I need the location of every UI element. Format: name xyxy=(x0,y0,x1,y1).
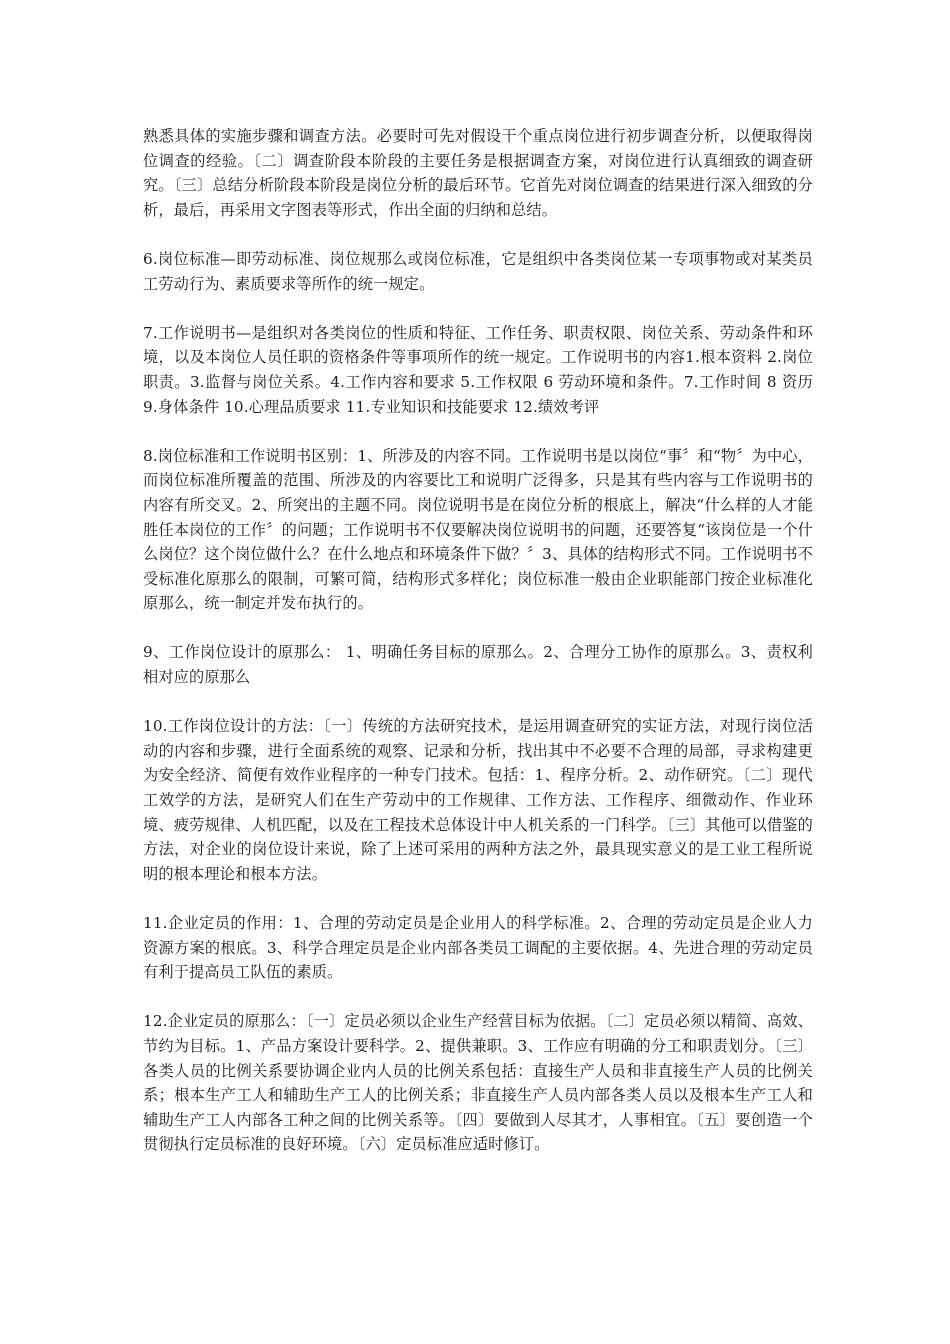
paragraph-difference: 8.岗位标准和工作说明书区别：1、所涉及的内容不同。工作说明书是以岗位“事〞和“物〞为中心，而岗位标准所覆盖的范围、所涉及的内容要比工和说明广泛得多，只是其有些内容与工作说明书的内容有所交叉。2、所突出的主题不同。岗位说明书是在岗位分析的根底上，解决“什么样的人才能胜任本岗位的工作〞的问题；工作说明书不仅要解决岗位说明书的问题，还要答复“该岗位是一个什么岗位？这个岗位做什么？在什么地点和环境条件下做？〞3、具体的结构形式不同。工作说明书不受标准化原那么的限制，可繁可简，结构形式多样化；岗位标准一般由企业职能部门按企业标准化原那么，统一制定并发布执行的。 xyxy=(143,446,813,613)
paragraph-staffing-principles: 12.企业定员的原那么：〔一〕定员必须以企业生产经营目标为依据。〔二〕定员必须以精简、高效、节约为目标。1、产品方案设计要科学。2、提供兼职。3、工作应有明确的分工和职责划分。〔三〕各类人员的比例关系要协调企业内人员的比例关系包括：直接生产人员和非直接生产人员的比例关系；根本生产工人和辅助生产工人的比例关系；非直接生产人员内部各类人员以及根本生产工人和辅助生产工人内部各工种之间的比例关系等。〔四〕要做到人尽其才，人事相宜。〔五〕要创造一个贯彻执行定员标准的良好环境。〔六〕定员标准应适时修订。 xyxy=(143,1012,813,1154)
paragraph-design-methods: 10.工作岗位设计的方法：〔一〕传统的方法研究技术，是运用调查研究的实证方法，对现行岗位活动的内容和步骤，进行全面系统的观察、记录和分析，找出其中不必要不合理的局部，寻求构建更为安全经济、简便有效作业程序的一种专门技术。包括：1、程序分析。2、动作研究。〔二〕现代工效学的方法，是研究人们在生产劳动中的工作规律、工作方法、工作程序、细微动作、作业环境、疲劳规律、人机匹配，以及在工程技术总体设计中人机关系的一门科学。〔三〕其他可以借鉴的方法，对企业的岗位设计来说，除了上述可采用的两种方法之外，最具现实意义的是工业工程所说明的根本理论和根本方法。 xyxy=(143,717,813,883)
paragraph-survey-steps: 熟悉具体的实施步骤和调查方法。必要时可先对假设干个重点岗位进行初步调查分析，以便取得岗位调查的经验。〔二〕调查阶段本阶段的主要任务是根据调查方案，对岗位进行认真细致的调查研究。〔三〕总结分析阶段本阶段是岗位分析的最后环节。它首先对岗位调查的结果进行深入细致的分析，最后，再采用文字图表等形式，作出全面的归纳和总结。 xyxy=(143,127,813,219)
document-page xyxy=(143,124,813,1157)
paragraph-post-standard: 6.岗位标准—即劳动标准、岗位规那么或岗位标准，它是组织中各类岗位某一专项事物或对某类员工劳动行为、素质要求等所作的统一规定。 xyxy=(143,249,813,293)
paragraph-staffing-role: 11.企业定员的作用：1、合理的劳动定员是企业用人的科学标准。2、合理的劳动定员是企业人力资源方案的根底。3、科学合理定员是企业内部各类员工调配的主要依据。4、先进合理的劳动定员有利于提高员工队伍的素质。 xyxy=(143,914,813,982)
paragraph-design-principles: 9、工作岗位设计的原那么： 1、明确任务目标的原那么。2、合理分工协作的原那么。3、责权利相对应的原那么 xyxy=(143,643,813,687)
paragraph-job-description: 7.工作说明书—是组织对各类岗位的性质和特征、工作任务、职责权限、岗位关系、劳动条件和环境，以及本岗位人员任职的资格条件等事项所作的统一规定。工作说明书的内容1.根本资料 2.岗位职责。3.监督与岗位关系。4.工作内容和要求 5.工作权限 6 劳动环境和条件。7.工作时间 8 资历 9.身体条件 10.心理品质要求 11.专业知识和技能要求 12.绩效考评 xyxy=(143,323,813,416)
